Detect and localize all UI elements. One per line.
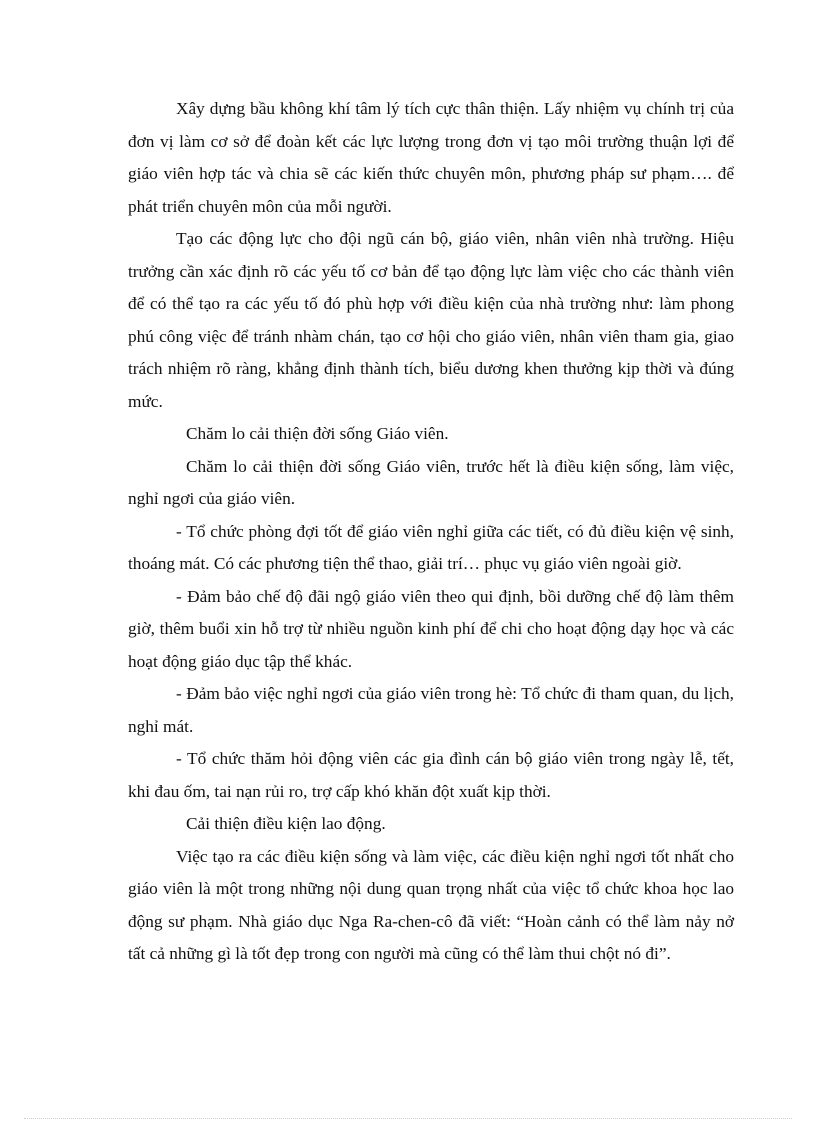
list-item-waiting-room: - Tổ chức phòng đợi tốt để giáo viên nghỉ giữa các tiết, có đủ điều kiện vệ sinh, thoáng mát. Có các phương tiện thể thao, giải trí… phục vụ giáo viên ngoài giờ. xyxy=(128,521,734,573)
paragraph-teacher-life-intro: Chăm lo cải thiện đời sống Giáo viên, trước hết là điều kiện sống, làm việc, nghỉ ngơi của giáo viên. xyxy=(128,456,734,508)
page-bottom-divider xyxy=(24,1118,792,1119)
list-item-summer-rest: - Đảm bảo việc nghỉ ngơi của giáo viên trong hè: Tổ chức đi tham quan, du lịch, nghỉ mát. xyxy=(128,684,734,736)
list-item-visits: - Tổ chức thăm hỏi động viên các gia đình cán bộ giáo viên trong ngày lễ, tết, khi đau ốm, tai nạn rủi ro, trợ cấp khó khăn đột xuất kịp thời. xyxy=(128,749,734,801)
list-item-benefits: - Đảm bảo chế độ đãi ngộ giáo viên theo qui định, bồi dưỡng chế độ làm thêm giờ, thêm buổi xin hỗ trợ từ nhiều nguồn kinh phí để chi cho hoạt động dạy học và các hoạt động giáo dục tập thể khác. xyxy=(128,586,734,671)
document-body xyxy=(128,93,734,971)
paragraph-working-conditions: Việc tạo ra các điều kiện sống và làm việc, các điều kiện nghỉ ngơi tốt nhất cho giáo viên là một trong những nội dung quan trọng nhất của việc tổ chức khoa học lao động sư phạm. Nhà giáo dục Nga Ra-chen-cô đã viết: “Hoàn cảnh có thể làm nảy nở tất cả những gì là tốt đẹp trong con người mà cũng có thể làm thui chột nó đi”. xyxy=(128,846,734,963)
section-heading-teacher-life: Chăm lo cải thiện đời sống Giáo viên. xyxy=(186,424,449,443)
section-heading-working-conditions: Cải thiện điều kiện lao động. xyxy=(186,814,386,833)
paragraph-work-climate: Xây dựng bầu không khí tâm lý tích cực thân thiện. Lấy nhiệm vụ chính trị của đơn vị làm cơ sở để đoàn kết các lực lượng trong đơn vị tạo môi trường thuận lợi để giáo viên hợp tác và chia sẽ các kiến thức chuyên môn, phương pháp sư phạm…. để phát triển chuyên môn của mỗi người. xyxy=(128,99,734,216)
paragraph-motivation: Tạo các động lực cho đội ngũ cán bộ, giáo viên, nhân viên nhà trường. Hiệu trưởng cần xác định rõ các yếu tố cơ bản để tạo động lực làm việc cho các thành viên để có thể tạo ra các yếu tố đó phù hợp với điều kiện của nhà trường như: làm phong phú công việc để tránh nhàm chán, tạo cơ hội cho giáo viên, nhân viên tham gia, giao trách nhiệm rõ ràng, khẳng định thành tích, biểu dương khen thưởng kịp thời và đúng mức. xyxy=(128,229,734,411)
